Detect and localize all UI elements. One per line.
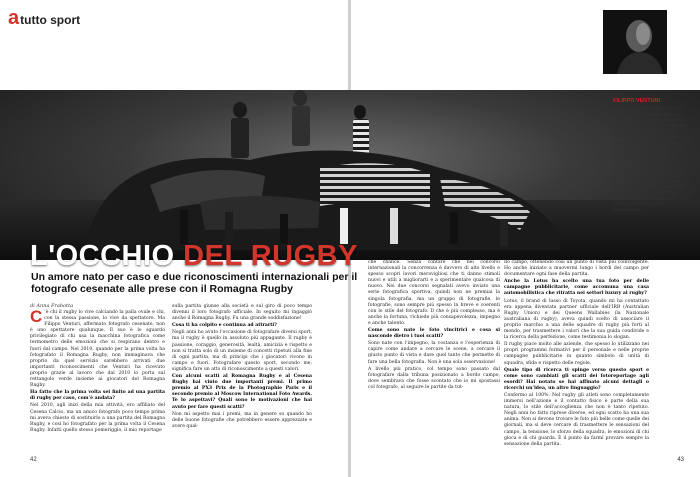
paragraph: Non mi aspetto mai i premi, ma in genere so quando ho delle buone fotografie che potrebbero essere apprezzate e avere qual-: [172, 411, 312, 429]
article-title-accent: DEL RUGBY: [183, 240, 358, 272]
paragraph: Negli anni ho avuto l’occasione di fotografare diversi sport, ma il rugby è quello in assoluto più appagante. Il rugby è passione, coraggio, generosità, lealtà, amicizia e rispetto e non si tratta solo di un insieme di concetti ripetuti alla fine di ogni partita, ma di principi che i giocatori vivono in campo e fuori. Fotografare questo sport, secondo me, significa fare un atto di riconoscimento a questi valori.: [172, 330, 312, 372]
photographer-portrait: [603, 10, 667, 74]
article-title: [30, 240, 358, 273]
paragraph: Confermo al 100%. Nel rugby gli atleti sono completamente immersi nell’azione e il contatto fisico è parte della sua natura, lo stile dell’accoglienza che non è tanto ripetuto. Negli anni ho fatto riprese diverse, ed ogni scatto ha una sua anima. Non si devono trovare le foto più belle come quelle dei giornali, ma si deve cercare di trasmettere le sensazioni del campo, la tensione, lo sforzo della squadra, le emozioni di chi gioca e di chi guarda. È il punto da farmi provare sempre la sensazione della partita.: [504, 392, 649, 447]
paragraph: che chance. Senza contare che nei concorsi internazionali la concorrenza è davvero di alto livello e spesso scopri lavori meravigliosi che ti danno stimoli nuovi e utili a migliorarti e a sperimentare qualcosa di nuovo. Nei due concorsi segnalati avevo inviato una serie fotografica sportiva, quindi non ne premiai la singola fotografia, ma un gruppo di fotografie, le fotografie, sono sempre più spesso in breve e coerenti con lo stile del fotografo. Il che è più complesso, ma è anche la fortuna, richiede più consapevolezza, impegno e anche talento.: [368, 260, 500, 326]
paragraph: sulla partita giunse alla società e sul giro di poco tempo divenni il loro fotografo ufficiale. In seguito mi ingaggiò anche il Romagna Rugby. Fu una grande soddisfazione!: [172, 304, 312, 322]
text-column-1: [30, 307, 165, 435]
interview-question: Con alcuni scatti al Romagna Rugby e al Cesena Rugby hai vinto due importanti premi. Il primo premio al PX3 Prix de la Photographie Paris e il secondo premio al Moscow International Foto Awards. Te lo aspettavi? Quali sono le motivazioni che hai avuto per fare questi scatti?: [172, 374, 312, 410]
byline: di Anna Frabotta: [30, 303, 74, 309]
section-mark: a: [8, 7, 20, 29]
page-number-left: 42: [30, 457, 37, 463]
interview-question: Anche la Lotus ha scelto una tua foto per delle campagne pubblicitarie, come accomuna una casa automobilistica che ritratta nei settori luxury al rugby?: [504, 279, 649, 297]
paragraph: ’è chi il rugby lo vive calciando la palla ovale e chi, con la stessa passione, lo vive da spettatore. Ma Filippo Venturi, affermato fotografo cesenate, non è uno spettatore qualunque. Il suo è lo sguardo privilegiato di chi usa la macchina fotografica come termometro delle emozioni che si respirano dentro e fuori dal campo. Nel 2010, quando per la prima volta ha fotografato il Romagna Rugby, non immaginava che proprio da quel servizio sarebbero arrivati due importanti riconoscimenti che Venturi ha ricevuto proprio grazie al lavoro che dal 2010 lo porta sul rettangolo verde insieme ai giocatori del Romagna Rugby.: [30, 310, 165, 389]
photographer-name: FILIPPO VENTURI: [613, 98, 661, 104]
interview-question: Cosa ti ha colpito e continua ad attrarti?: [172, 323, 277, 329]
section-header: [8, 8, 80, 28]
drop-cap: C: [30, 307, 43, 326]
paragraph: A livello più pratico, col tempo sono passato dal fotografare dalla tribuna posizionato a bordo campo, dove sembrava che fosse scontato che io mi spostassi col fotografo, al seguire le partite da tut-: [368, 366, 500, 390]
section-title: tutto sport: [20, 13, 81, 27]
interview-question: Quale tipo di ricerca ti spinge verso questo sport e come sono cambiati gli scatti dei fotoreportage agli esordi? Hai notato se hai affinato alcuni dettagli o ricerchi un’idea, un altro linguaggio?: [504, 367, 649, 391]
text-column-4: [504, 260, 649, 449]
photographer-bio: Cesenate, (classe 1980), è uno dei più promettenti fotografi italiani. Si occupa di reportage, documentari e lavori commerciali oltre che di progetti personali su questioni che ritiene interessanti approfondire e portare all’attenzione degli altri. I suoi lavori sono stati pubblicati su riviste e quotidiani, come The Washington Post, Die Zeit, Internazionale, La Stampa, Geo, Marie Claire, Vanity Fair, Io Donna/Corriere della Sera. Il suo ultimo progetto, Made in Korea, ha vinto il secondo premio al Sony World Photography Awards, uno dei più importanti riconoscimenti nel settore che ogni anno premia le eccellenze della fotografia internazionale.: [613, 106, 687, 212]
paragraph: Il rugby piace molto alle aziende, che spesso lo utilizzano nei propri programmi formativi per il personale e nelle proprie campagne pubblicitarie in quanto simbolo di unità di squadra, sfida e rispetto delle regole.: [504, 342, 649, 366]
photographer-sidebar: [573, 10, 685, 212]
interview-question: Come sono nate le foto vincitrici e cosa si nasconde dietro i tuoi scatti?: [368, 328, 500, 340]
paragraph: Lotus, il brand di lusso di Toyota, quando mi ha contattato era appena diventata partner ufficiale dell’IRB (Australian Rugby Union) e dei Queens Wallabies (la Nazionale australiana di rugby), aveva quindi scelto di associare il proprio marchio a una delle squadre di rugby più forti al mondo, per trasmettere i valori che la sua guida condivide e la ricerca della perfezione, come testimonia lo slogan.: [504, 298, 649, 341]
text-column-2: [172, 304, 312, 431]
paragraph: Sono nate con l’impegno, la costanza e l’esperienza di capire come andare a cercare le scene, a cercare il giusto punto di vista e dare quel tanto che permette di fare una bella fotografia. Non è una sola osservazione!: [368, 341, 500, 365]
article-subtitle: Un amore nato per caso e due riconoscimenti internazionali per il fotografo cesenate alle prese con il Romagna Rugby: [31, 271, 358, 295]
paragraph: Nel 2010, agli inizi della mia attività, ero affiliato del Cesena Calcio, ma un amico fotografo poco tempo prima mi aveva chiesto di sostituirlo a una partita del Romagna Rugby, e così ho fotografato per la prima volta il Cesena Rugby. Infatti quello stesso pomeriggio, il mio reportage: [30, 403, 165, 433]
interview-question: Ha fatto che la prima volta sei finito ad una partita di rugby per caso, com’è andata?: [30, 390, 165, 402]
paragraph: do campo, ottenendo così un punto di vista più coinvolgente. Ho anche iniziato a muovermi lungo i bordi del campo per documentare ogni fase della partita.: [504, 260, 649, 278]
page-number-right: 43: [677, 457, 684, 463]
article-title-part1: L'OCCHIO: [30, 240, 184, 272]
text-column-3: [368, 260, 500, 392]
